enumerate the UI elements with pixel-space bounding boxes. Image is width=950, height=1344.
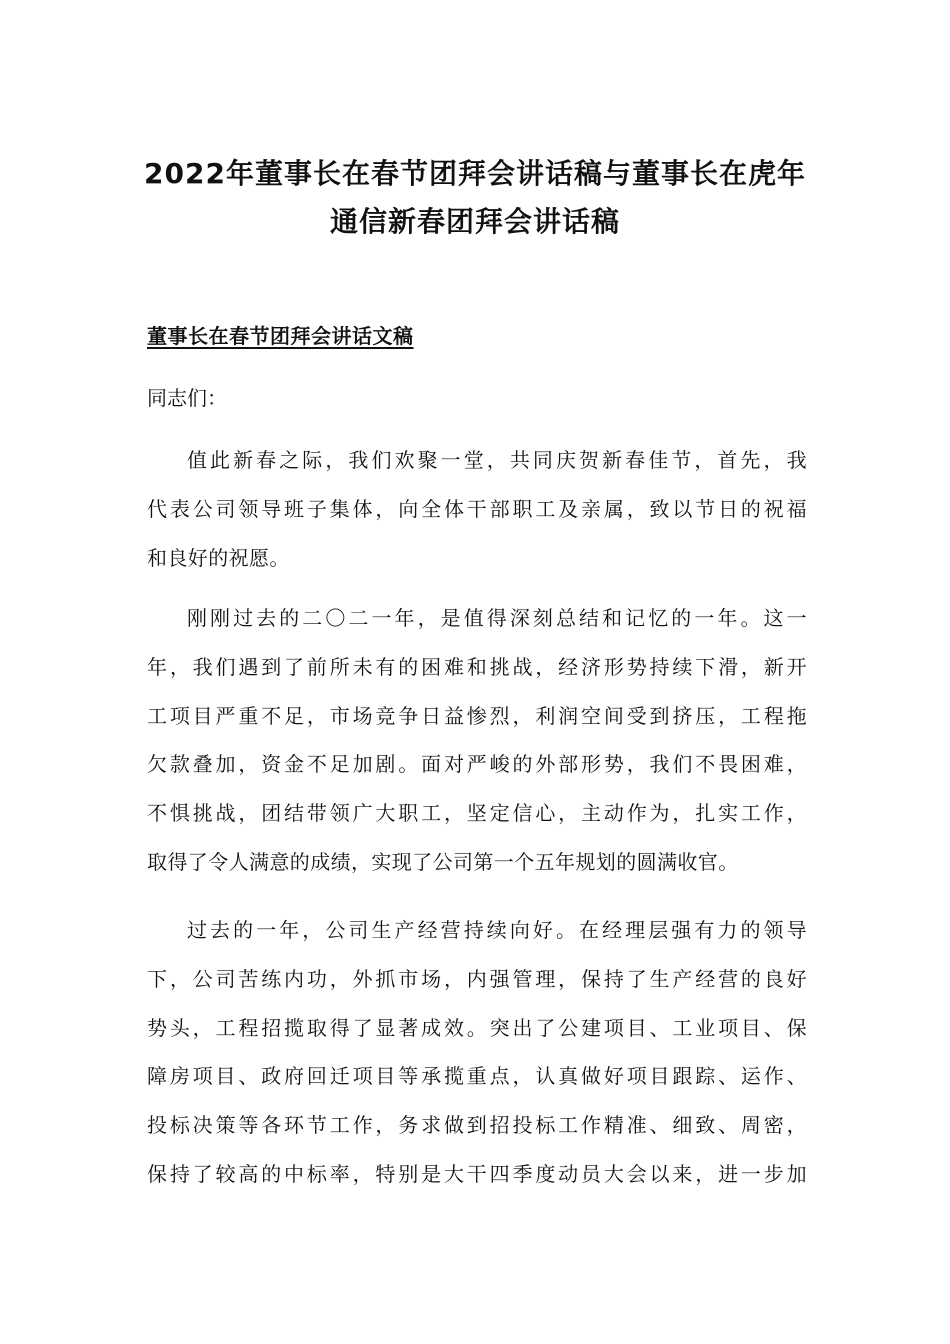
paragraph-line: 工项目严重不足，市场竞争日益惨烈，利润空间受到挤压，工程拖	[147, 703, 807, 728]
title-line-2: 通信新春团拜会讲话稿	[329, 205, 620, 238]
paragraph-line: 投标决策等各环节工作，务求做到招投标工作精准、细致、周密，	[147, 1113, 807, 1138]
paragraph-line: 取得了令人满意的成绩，实现了公司第一个五年规划的圆满收官。	[147, 849, 739, 874]
paragraph-line: 值此新春之际，我们欢聚一堂，共同庆贺新春佳节，首先，我	[187, 448, 807, 472]
paragraph-2	[147, 594, 807, 887]
paragraph-line: 不惧挑战，团结带领广大职工，坚定信心，主动作为，扎实工作，	[147, 801, 807, 826]
title-line-1: 2022年董事长在春节团拜会讲话稿与董事长在虎年	[144, 157, 806, 190]
section-heading: 董事长在春节团拜会讲话文稿	[147, 324, 414, 348]
paragraph-line: 刚刚过去的二〇二一年，是值得深刻总结和记忆的一年。这一	[187, 606, 807, 630]
document-title	[120, 150, 830, 246]
paragraph-1	[147, 436, 807, 582]
paragraph-line: 下，公司苦练内功，外抓市场，内强管理，保持了生产经营的良好	[147, 966, 807, 991]
paragraph-line: 势头，工程招揽取得了显著成效。突出了公建项目、工业项目、保	[147, 1015, 807, 1040]
paragraph-line: 保持了较高的中标率，特别是大干四季度动员大会以来，进一步加	[147, 1161, 807, 1186]
salutation: 同志们：	[147, 386, 227, 410]
paragraph-line: 代表公司领导班子集体，向全体干部职工及亲属，致以节日的祝福	[147, 496, 807, 521]
paragraph-line: 和良好的祝愿。	[147, 545, 290, 570]
paragraph-3	[147, 906, 807, 1199]
paragraph-line: 障房项目、政府回迁项目等承揽重点，认真做好项目跟踪、运作、	[147, 1064, 807, 1089]
paragraph-line: 年，我们遇到了前所未有的困难和挑战，经济形势持续下滑，新开	[147, 654, 807, 679]
paragraph-line: 过去的一年，公司生产经营持续向好。在经理层强有力的领导	[187, 918, 807, 942]
paragraph-line: 欠款叠加，资金不足加剧。面对严峻的外部形势，我们不畏困难，	[147, 752, 807, 777]
